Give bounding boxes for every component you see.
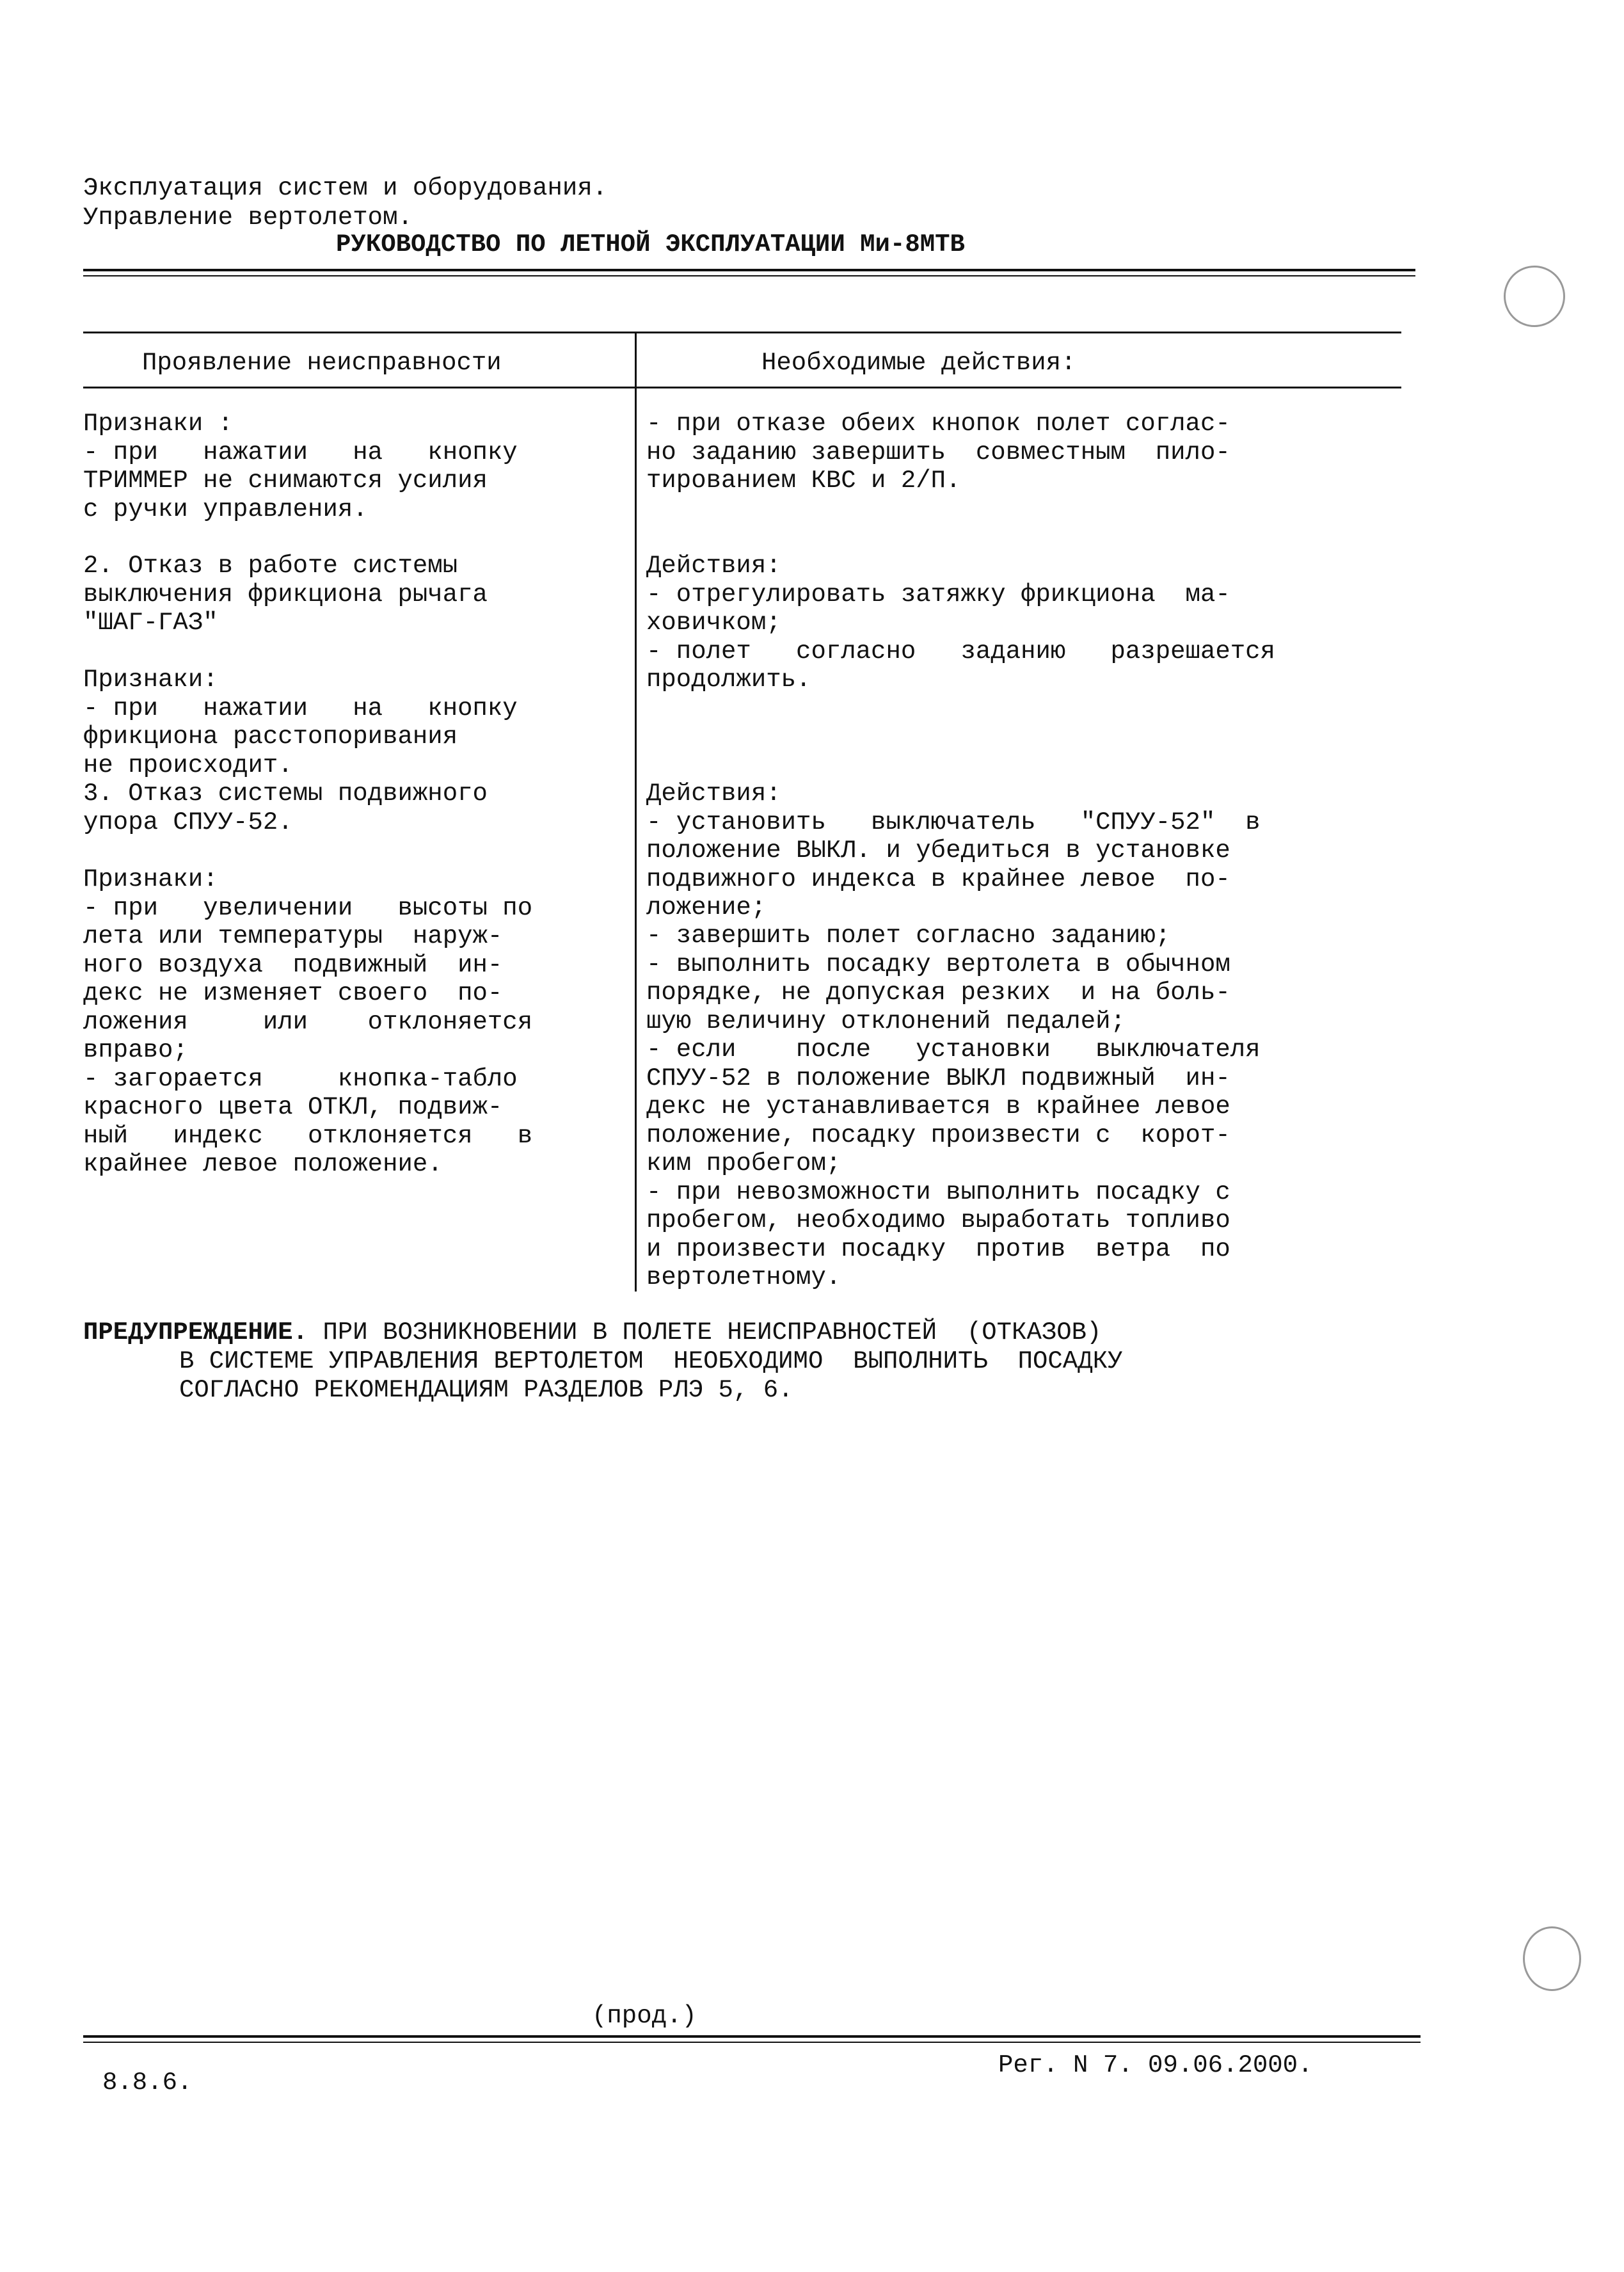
continued-note: (прод.) xyxy=(592,2002,697,2030)
action-cell: - завершить полет согласно заданию; - выполнить посадку вертолета в обычном порядке, не допуская резких и на боль- шую величину отклонений педалей; - если после установки выключателя СПУУ-52 в положение ВЫКЛ подвижный ин- декс не устанавливается в крайнее левое положение, посадку произвести с корот- ким пробегом; - при невозможности выполнить посадку с пробегом, необходимо выработать топливо и произвести посадку против ветра по вертолетному. xyxy=(646,922,1261,1292)
malfunction-cell: 2. Отказ в работе системы выключения фрикциона рычага "ШАГ-ГАЗ" xyxy=(83,552,488,637)
action-cell: - при отказе обеих кнопок полет соглас- но заданию завершить совместным пило- тированием КВС и 2/П. xyxy=(646,410,1230,495)
column-header-malfunction: Проявление неисправности xyxy=(142,349,502,377)
malfunction-cell: Признаки: - при увеличении высоты по лета или температуры наруж- ного воздуха подвижный ин- декс не изменяет своего по- ложения или отклоняется вправо; - загорается кнопка-табло красного цвета ОТКЛ, подвиж- ный индекс отклоняется в крайнее левое положение. xyxy=(83,865,533,1178)
warning-line-2: В СИСТЕМЕ УПРАВЛЕНИЯ ВЕРТОЛЕТОМ НЕОБХОДИМО ВЫПОЛНИТЬ ПОСАДКУ xyxy=(179,1347,1123,1375)
action-cell: Действия: - отрегулировать затяжку фрикциона ма- ховичком; - полет согласно заданию разрешается продолжить. xyxy=(646,552,1275,694)
malfunction-cell: Признаки : - при нажатии на кнопку ТРИММЕР не снимаются усилия с ручки управления. xyxy=(83,410,518,524)
header-section-line: Эксплуатация систем и оборудования. xyxy=(83,174,608,202)
footer-rule-top xyxy=(83,2035,1421,2038)
header-rule-top xyxy=(83,269,1415,271)
header-subsection-line: Управление вертолетом. xyxy=(83,204,413,232)
footer-rule-bottom xyxy=(83,2042,1421,2043)
table-top-rule xyxy=(83,332,1401,333)
warning-text-1: ПРИ ВОЗНИКНОВЕНИИ В ПОЛЕТЕ НЕИСПРАВНОСТЕЙ (ОТКАЗОВ) xyxy=(308,1318,1102,1347)
punch-hole-icon xyxy=(1504,266,1565,327)
table-column-divider xyxy=(635,332,637,1292)
warning-line-3: СОГЛАСНО РЕКОМЕНДАЦИЯМ РАЗДЕЛОВ РЛЭ 5, 6. xyxy=(179,1376,793,1404)
header-rule-bottom xyxy=(83,275,1415,276)
warning-line-1 xyxy=(83,1318,1101,1347)
page-number: 8.8.6. xyxy=(102,2068,193,2097)
warning-label: ПРЕДУПРЕЖДЕНИЕ. xyxy=(83,1318,308,1347)
document-title: РУКОВОДСТВО ПО ЛЕТНОЙ ЭКСПЛУАТАЦИИ Ми-8МТВ xyxy=(336,230,965,259)
action-cell: Действия: - установить выключатель "СПУУ-52" в положение ВЫКЛ. и убедиться в установке подвижного индекса в крайнее левое по- ложение; xyxy=(646,780,1261,922)
table-header-rule xyxy=(83,387,1401,388)
punch-hole-icon xyxy=(1523,1926,1581,1991)
column-header-actions: Необходимые действия: xyxy=(761,349,1076,377)
registration-number: Рег. N 7. 09.06.2000. xyxy=(998,2051,1313,2079)
malfunction-cell: Признаки: - при нажатии на кнопку фрикциона расстопоривания не происходит. 3. Отказ системы подвижного упора СПУУ-52. xyxy=(83,666,518,836)
